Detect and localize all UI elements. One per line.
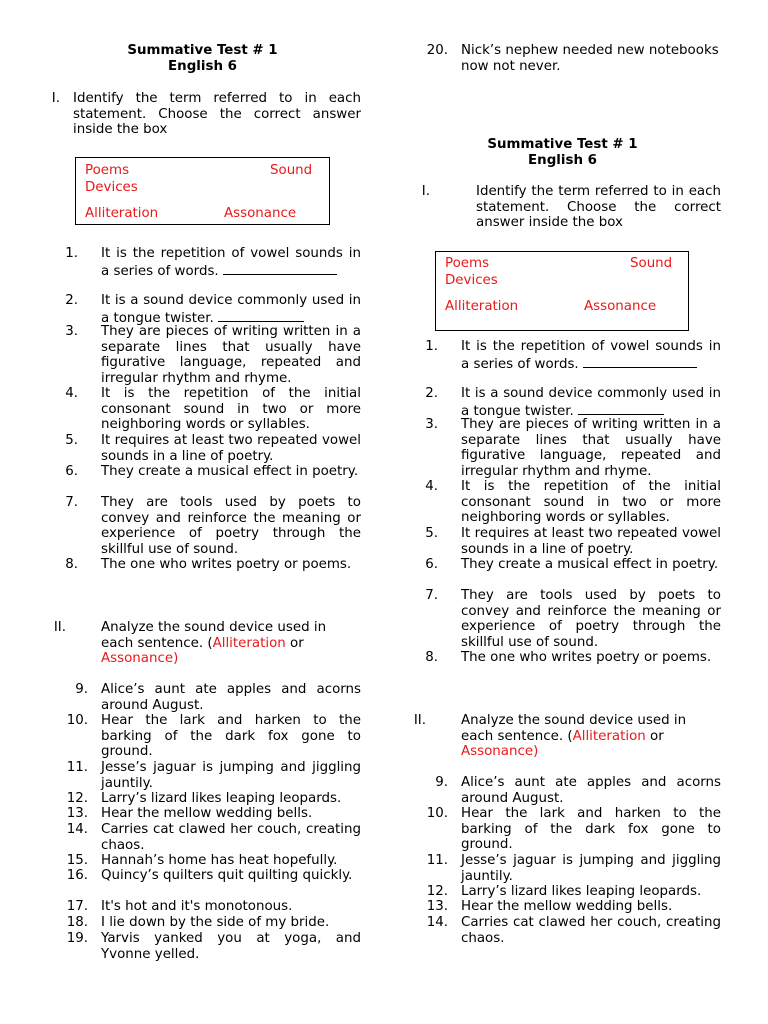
item-number: 3.: [425, 417, 438, 432]
option-alliteration: Alliteration: [572, 728, 646, 744]
choice-alliteration: Alliteration: [445, 299, 519, 314]
answer-blank[interactable]: [218, 309, 304, 322]
item-text: Larry’s lizard likes leaping leopards.: [461, 884, 702, 899]
item-text: They are tools used by poets to convey and reinforce the meaning or experience of poetry through the skillful use of sound.: [101, 495, 361, 557]
item-text: It requires at least two repeated vowel sounds in a line of poetry.: [461, 526, 721, 557]
item-text: It is the repetition of the initial consonant sound in two or more neighboring words or syllables.: [101, 386, 361, 433]
item-text: Hear the lark and harken to the barking of the dark fox gone to ground.: [461, 806, 721, 853]
item-text: Carries cat clawed her couch, creating chaos.: [101, 822, 361, 853]
section-instruction: Analyze the sound device used in each sentence. (Alliteration or Assonance): [101, 620, 327, 667]
choice-devices-word: Devices: [445, 273, 498, 288]
item-text: Carries cat clawed her couch, creating chaos.: [461, 915, 721, 946]
choice-assonance: Assonance: [224, 206, 297, 221]
item-text: Yarvis yanked you at yoga, and Yvonne yelled.: [101, 931, 361, 962]
item-number: 18.: [66, 915, 88, 930]
item-text: It is a sound device commonly used in a tongue twister.: [461, 386, 721, 419]
item-number: 11.: [66, 760, 88, 775]
item-number: 1.: [425, 339, 438, 354]
section-instruction: Identify the term referred to in each statement. Choose the correct answer inside the box: [73, 91, 361, 138]
section-instruction: Identify the term referred to in each statement. Choose the correct answer inside the box: [476, 184, 721, 231]
item-number: 14.: [66, 822, 88, 837]
item-number: 5.: [425, 526, 438, 541]
item-text: It is a sound device commonly used in a tongue twister.: [101, 293, 361, 326]
item-number: 1.: [65, 246, 78, 261]
item-text: It's hot and it's monotonous.: [101, 899, 293, 914]
item-number: 15.: [66, 853, 88, 868]
item-number: 13.: [66, 806, 88, 821]
item-number: 17.: [66, 899, 88, 914]
option-assonance: Assonance): [461, 744, 539, 760]
option-assonance: Assonance): [101, 651, 179, 667]
item-number: 10.: [66, 713, 88, 728]
choice-poems: Poems: [85, 163, 130, 178]
section-numeral: I.: [421, 184, 430, 199]
item-number: 3.: [65, 324, 78, 339]
answer-blank[interactable]: [583, 355, 697, 368]
section-numeral: I.: [51, 91, 60, 106]
item-text: They create a musical effect in poetry.: [461, 557, 719, 572]
item-text: It is the repetition of vowel sounds in a series of words.: [461, 339, 721, 372]
item-text: Nick’s nephew needed new notebooks now not never.: [461, 43, 719, 74]
answer-blank[interactable]: [223, 262, 337, 275]
item-text: Alice’s aunt ate apples and acorns around August.: [101, 682, 361, 713]
choice-alliteration: Alliteration: [85, 206, 159, 221]
item-text: Hear the lark and harken to the barking of the dark fox gone to ground.: [101, 713, 361, 760]
item-number: 6.: [425, 557, 438, 572]
item-number: 6.: [65, 464, 78, 479]
page-title: Summative Test # 1: [487, 137, 638, 152]
choice-poems: Poems: [445, 256, 490, 271]
page-subtitle: English 6: [528, 153, 597, 168]
page-subtitle: English 6: [168, 59, 237, 74]
answer-box: [435, 251, 689, 331]
section-numeral: II.: [53, 620, 66, 635]
answer-box: [75, 157, 330, 225]
item-number: 14.: [426, 915, 448, 930]
item-text: They are pieces of writing written in a separate lines that usually have figurative language, repeated and irregular rhythm and rhyme.: [101, 324, 361, 386]
item-text: They create a musical effect in poetry.: [101, 464, 359, 479]
item-text: They are pieces of writing written in a separate lines that usually have figurative language, repeated and irregular rhythm and rhyme.: [461, 417, 721, 479]
choice-assonance: Assonance: [584, 299, 657, 314]
item-number: 4.: [425, 479, 438, 494]
item-text: Jesse’s jaguar is jumping and jiggling jauntily.: [101, 760, 361, 791]
item-text: The one who writes poetry or poems.: [461, 650, 712, 665]
item-text: It is the repetition of vowel sounds in a series of words.: [101, 246, 361, 279]
item-text: It requires at least two repeated vowel sounds in a line of poetry.: [101, 433, 361, 464]
item-number: 16.: [66, 868, 88, 883]
section-instruction: Analyze the sound device used in each sentence. (Alliteration or Assonance): [461, 713, 687, 760]
item-text: Alice’s aunt ate apples and acorns around August.: [461, 775, 721, 806]
option-alliteration: Alliteration: [212, 635, 286, 651]
item-number: 7.: [425, 588, 438, 603]
item-number: 7.: [65, 495, 78, 510]
item-number: 12.: [66, 791, 88, 806]
item-text: Larry’s lizard likes leaping leopards.: [101, 791, 342, 806]
item-text: Hannah’s home has heat hopefully.: [101, 853, 338, 868]
item-number: 10.: [426, 806, 448, 821]
item-text: I lie down by the side of my bride.: [101, 915, 330, 930]
item-number: 11.: [426, 853, 448, 868]
item-number: 8.: [425, 650, 438, 665]
item-text: They are tools used by poets to convey and reinforce the meaning or experience of poetry through the skillful use of sound.: [461, 588, 721, 650]
item-text: It is the repetition of the initial consonant sound in two or more neighboring words or syllables.: [461, 479, 721, 526]
answer-blank[interactable]: [578, 402, 664, 415]
item-number: 13.: [426, 899, 448, 914]
item-number: 5.: [65, 433, 78, 448]
item-text: Jesse’s jaguar is jumping and jiggling jauntily.: [461, 853, 721, 884]
item-number: 9.: [435, 775, 448, 790]
item-number: 20.: [426, 43, 448, 58]
item-text: The one who writes poetry or poems.: [101, 557, 352, 572]
item-text: Quincy’s quilters quit quilting quickly.: [101, 868, 353, 883]
page-title: Summative Test # 1: [127, 43, 278, 58]
item-text: Hear the mellow wedding bells.: [101, 806, 313, 821]
choice-sound-word: Sound: [630, 256, 673, 271]
item-number: 4.: [65, 386, 78, 401]
item-number: 19.: [66, 931, 88, 946]
choice-sound-word: Sound: [270, 163, 313, 178]
item-number: 9.: [75, 682, 88, 697]
item-number: 2.: [65, 293, 78, 308]
item-number: 2.: [425, 386, 438, 401]
choice-devices-word: Devices: [85, 180, 138, 195]
item-number: 12.: [426, 884, 448, 899]
section-numeral: II.: [413, 713, 426, 728]
item-text: Hear the mellow wedding bells.: [461, 899, 673, 914]
item-number: 8.: [65, 557, 78, 572]
